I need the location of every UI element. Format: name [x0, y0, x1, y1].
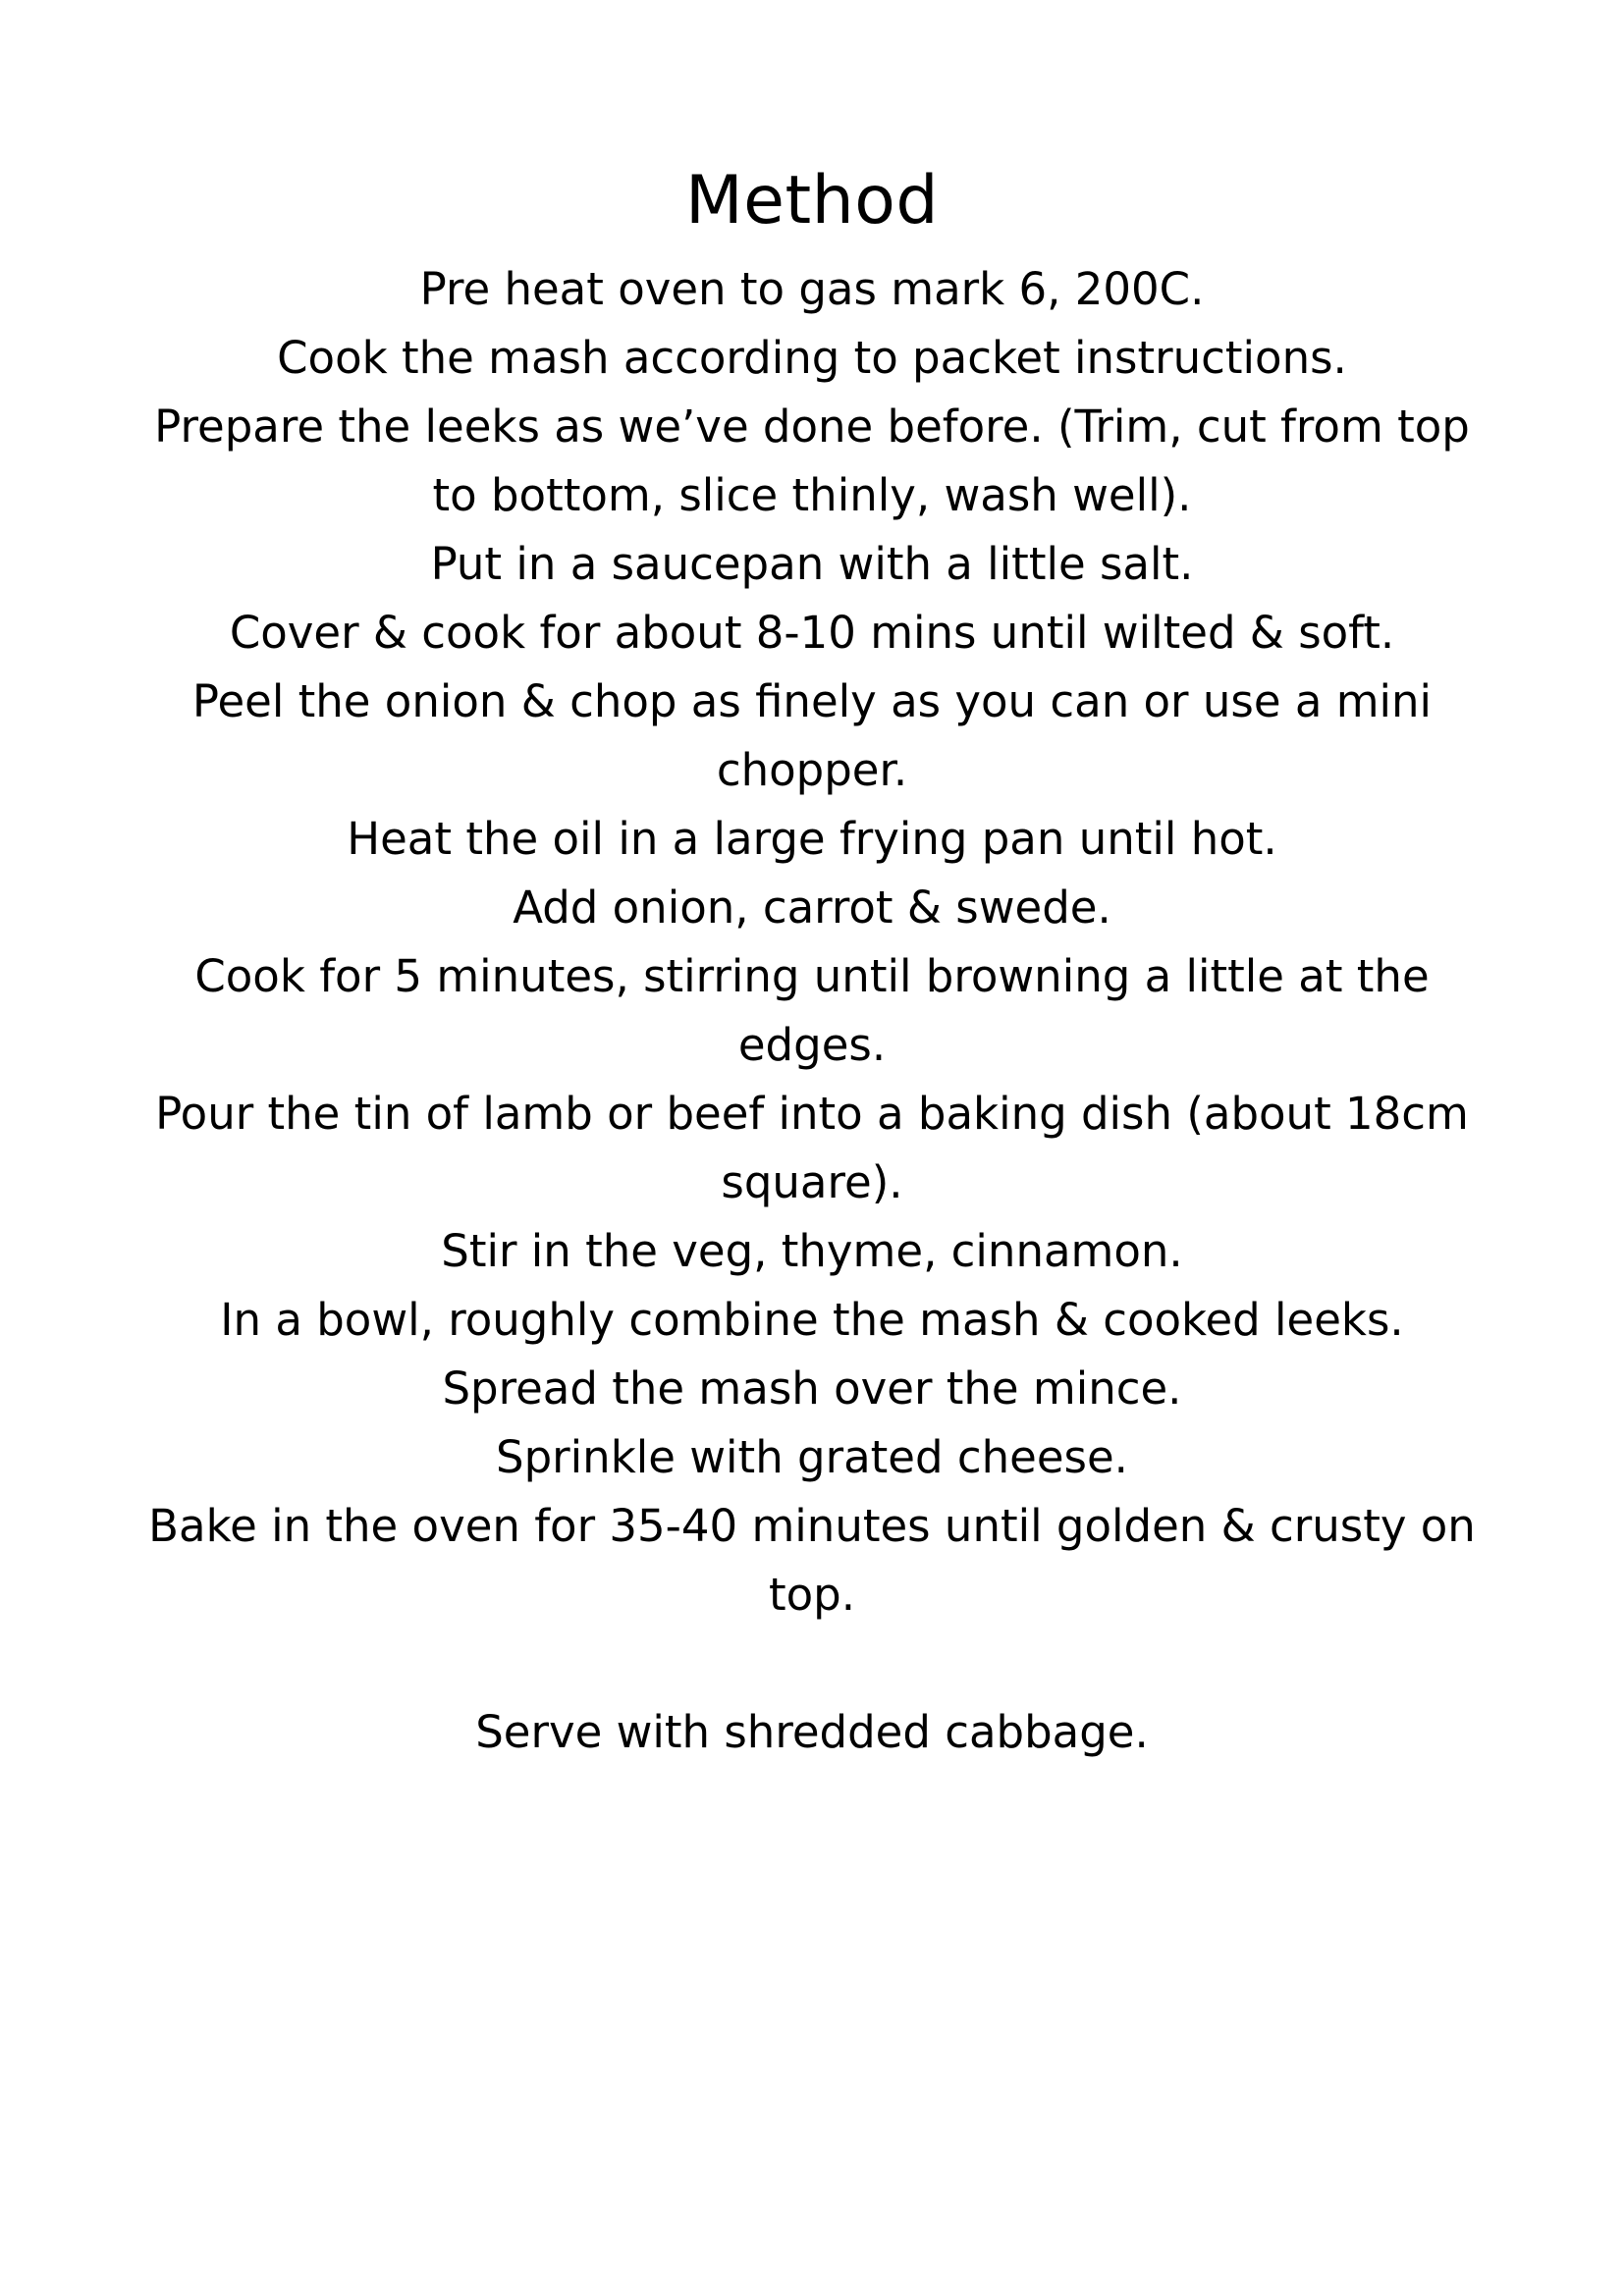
method-step-14: Sprinkle with grated cheese.	[496, 1431, 1128, 1483]
serving-suggestion: Serve with shredded cabbage.	[475, 1706, 1149, 1758]
method-steps-list	[147, 255, 1477, 1629]
method-step-3: Prepare the leeks as we’ve done before. (Trim, cut from top to bottom, slice thinly, wash well).	[154, 400, 1470, 521]
method-step-6: Peel the onion & chop as finely as you can or use a mini chopper.	[191, 675, 1433, 796]
method-step-12: In a bowl, roughly combine the mash & cooked leeks.	[220, 1294, 1404, 1346]
page-title: Method	[684, 162, 940, 240]
method-step-13: Spread the mash over the mince.	[442, 1362, 1182, 1415]
method-step-8: Add onion, carrot & swede.	[513, 881, 1111, 934]
method-step-9: Cook for 5 minutes, stirring until browning a little at the edges.	[194, 950, 1430, 1071]
method-step-10: Pour the tin of lamb or beef into a baking dish (about 18cm square).	[155, 1088, 1469, 1208]
method-step-5: Cover & cook for about 8-10 mins until wilted & soft.	[229, 607, 1395, 659]
method-step-15: Bake in the oven for 35-40 minutes until golden & crusty on top.	[148, 1500, 1476, 1621]
method-step-2: Cook the mash according to packet instructions.	[277, 332, 1347, 384]
method-step-1: Pre heat oven to gas mark 6, 200C.	[419, 263, 1205, 315]
method-step-7: Heat the oil in a large frying pan until hot.	[347, 813, 1277, 865]
method-step-4: Put in a saucepan with a little salt.	[430, 538, 1194, 590]
method-section	[147, 147, 1477, 1767]
method-step-11: Stir in the veg, thyme, cinnamon.	[441, 1225, 1183, 1277]
